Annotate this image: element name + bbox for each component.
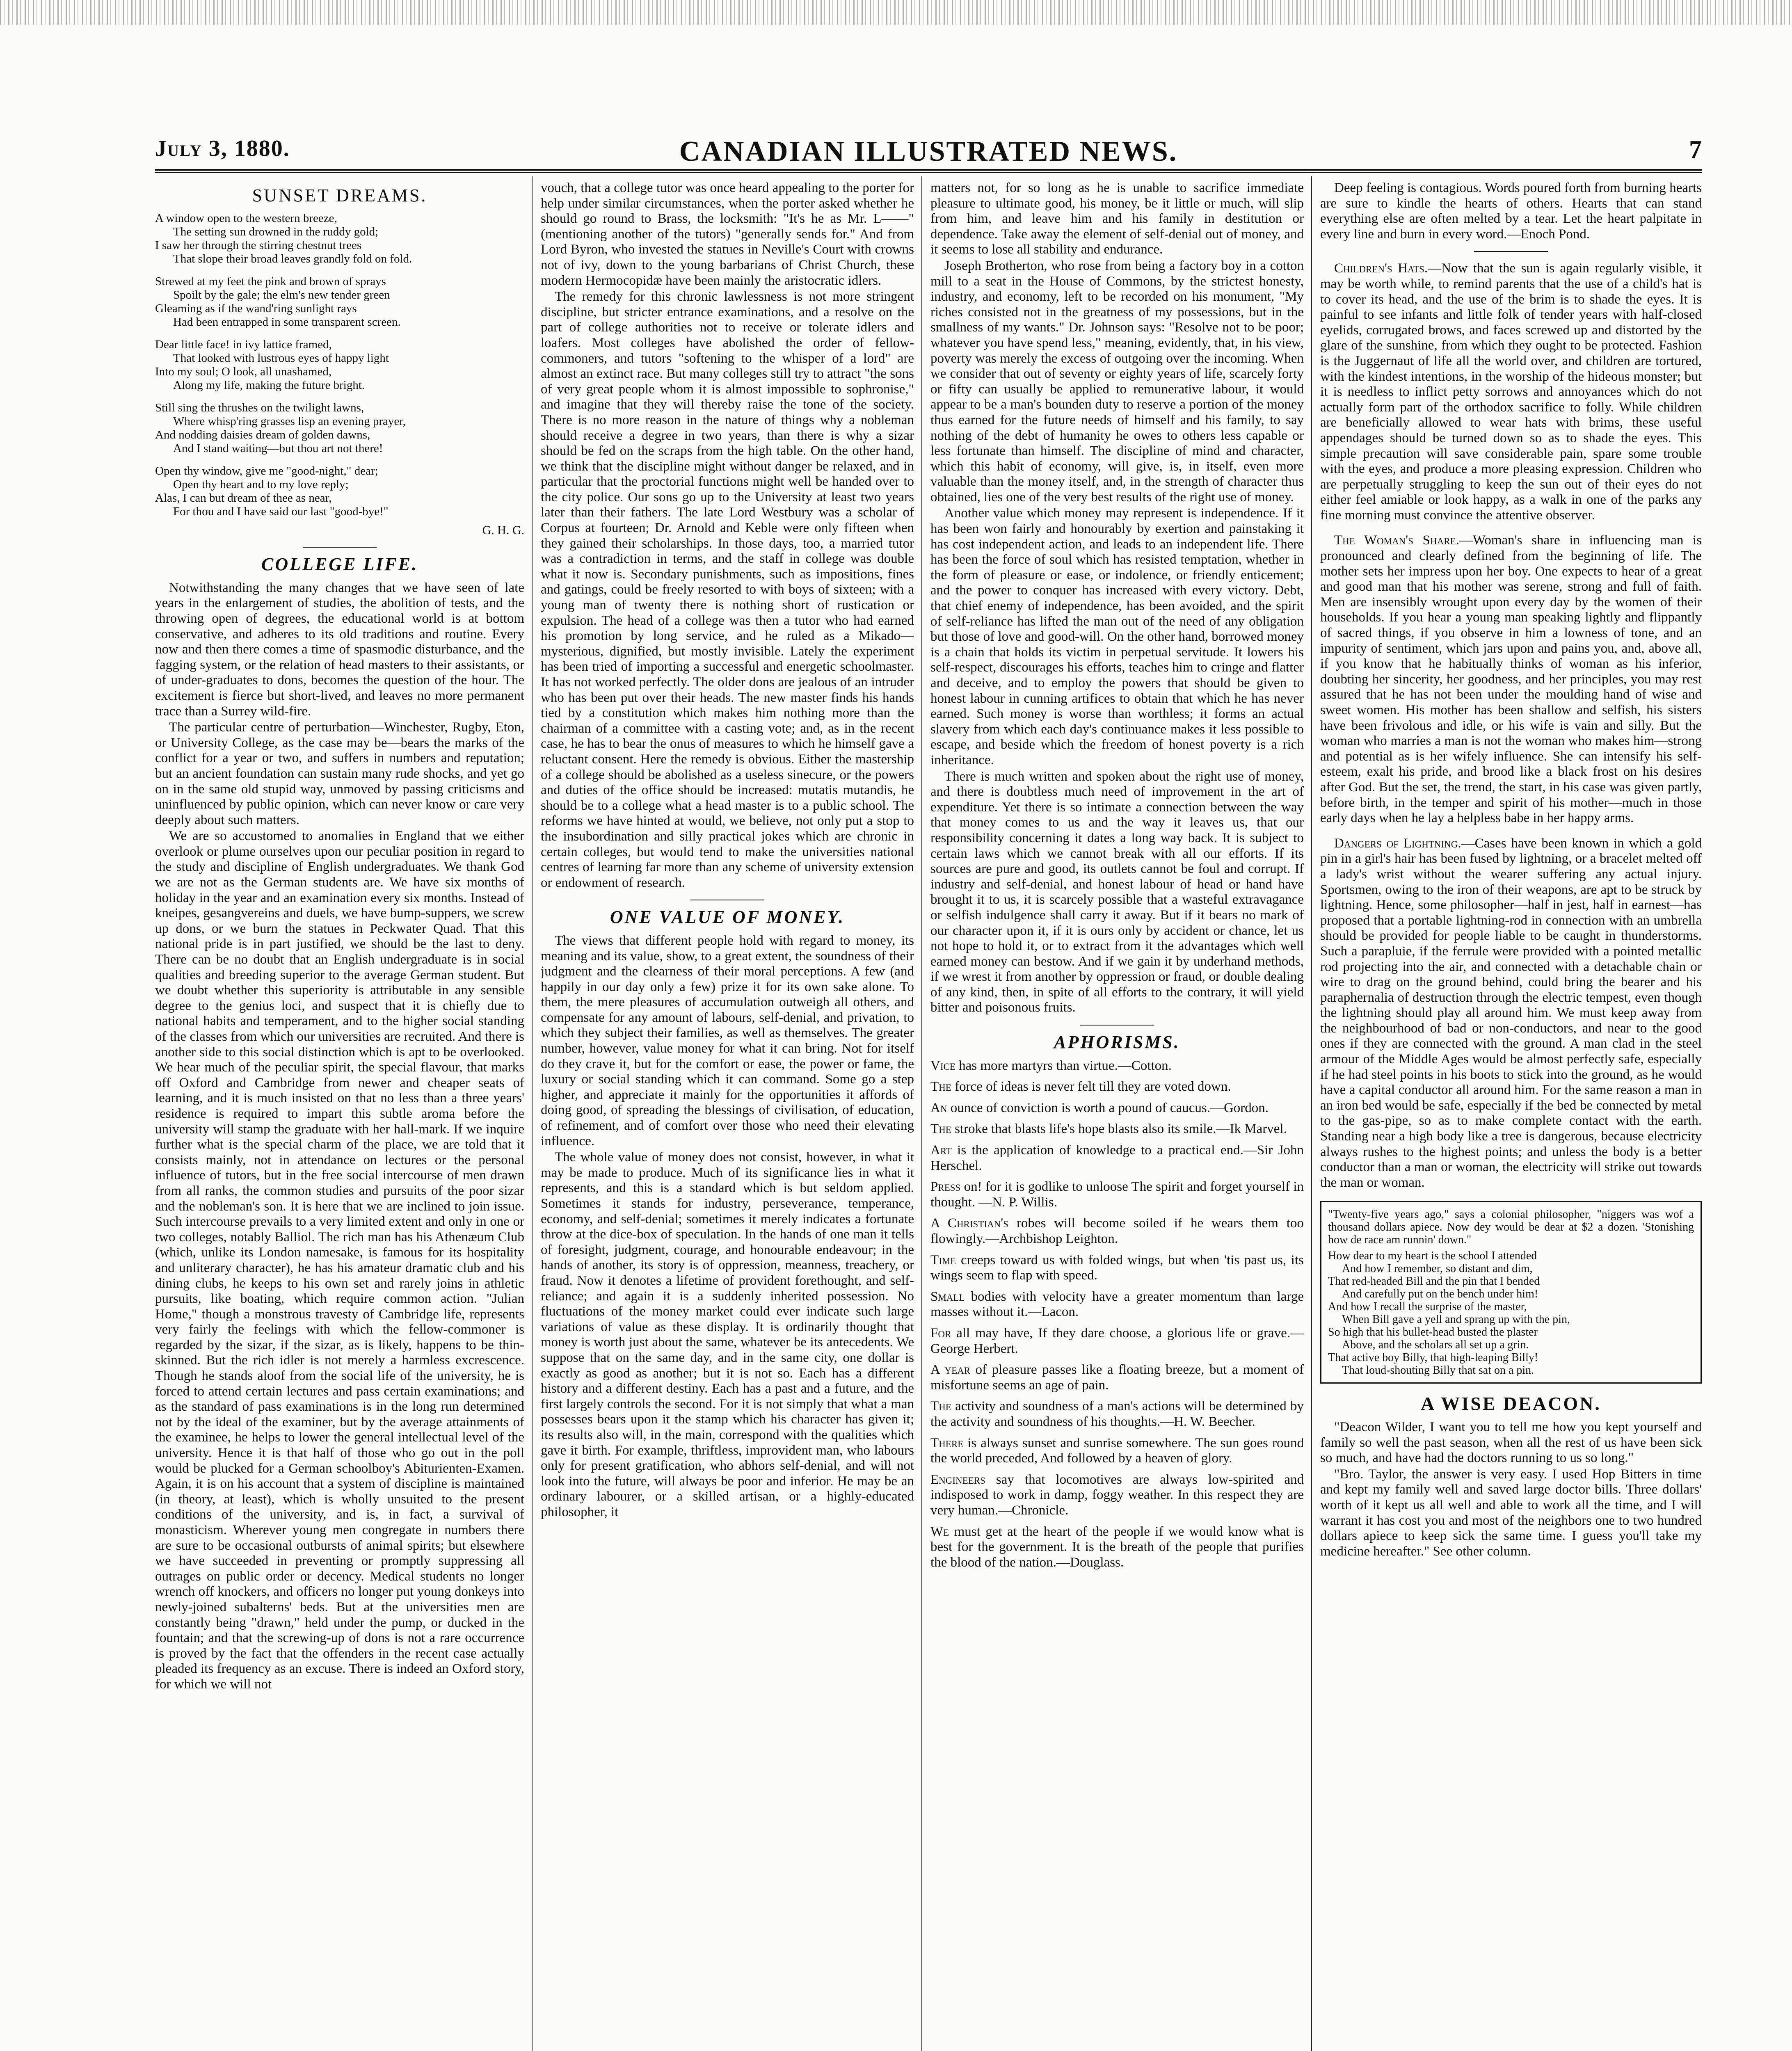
aphorism xyxy=(930,1524,1304,1571)
column-divider xyxy=(532,176,533,2051)
section-rule xyxy=(303,547,377,548)
article-paragraph xyxy=(1320,261,1702,523)
article-paragraph: Another value which money may represent is independence. If it has been won fairly and honourably by exertion and painstaking it has cost independent action, and leads to an independent life. There has been the force of soul which has resisted temptation, whether in the form of pleasure or ease, or indolence, or friendly enticement; and the power to conquer has increased with every victory. Debt, that chief enemy of independence, has been avoided, and the spirit of self-reliance has lifted the man out of the need of any obligation but those of love and good-will. On the other hand, borrowed money is a chain that holds its victim in perpetual servitude. It lowers his self-respect, discourages his efforts, teaches him to cringe and flatter and deceive, and to employ the powers that should be given to honest labour in cunning artifices to obtain that which he has never earned. Such money is worse than worthless; it forms an actual slavery from which each day's continuance makes it less possible to escape, and beside which the freedom of honest poverty is a rich inheritance. xyxy=(930,506,1304,767)
aphorism-text: ounce of conviction is worth a pound of caucus.—Gordon. xyxy=(947,1100,1269,1115)
paragraph-body: —Now that the sun is again regularly visible, it may be worth while, to remind parents that the use of a child's hat is to cover its head, and the use of the brim is to shade the eyes. It is painful to see infants and little folk of tender years with half-closed eyelids, corrugated brows, and faces screwed up and distorted by the glare of the sunshine, from which they ought to be protected. Fashion is the Juggernaut of life all the world over, and children are tortured, with the kindest intentions, in the worship of the hideous monster; but it is needless to inflict petty sorrows and annoyances which do not actually form part of the orthodox sacrifice to folly. While children are beneficially allowed to wear hats with brims, these useful appendages should be turned down so as to shade the eyes. This simple precaution will save considerable pain, spare some trouble with the eyes, and produce a more pleasing expression. Children who are perpetually struggling to keep the sun out of their eyes do not either feel amiable or look happy, as a walk in one of the parks any fine morning must convince the attentive observer. xyxy=(1320,261,1702,523)
aphorism-lead: Time xyxy=(930,1252,956,1268)
poem-signature: G. H. G. xyxy=(482,523,524,537)
paragraph-body: —Cases have been known in which a gold pin in a girl's hair has been fused by lightning, or a bracelet melted off a lady's wrist without the wearer suffering any actual injury. Sportsmen, owing to the iron of their weapons, are apt to be struck by lightning. Hence, some philosopher—half in jest, half in earnest—has proposed that a portable lightning-rod in connection with an umbrella should be provided for people liable to be caught in thunderstorms. Such a parapluie, if the ferrule were provided with a pointed metallic rod projecting into the air, and connected with a detachable chain or wire to drag on the ground behind, could bring the bearer and his paraphernalia of destruction through the electric tempest, even though the lightning should play all around him. We must keep away from the neighbourhood of bad or non-conductors, and near to the good ones if they are connected with the ground. A man clad in the steel armour of the Middle Ages would be almost perfectly safe, especially if he had steel points in his boots to stick into the ground, as he would have a capital conductor all around him. For the same reason a man in an iron bed would be safe, especially if the bed be connected by metal to the gas-pipe, so as to make complete contact with the earth. Standing near a high body like a tree is dangerous, because electricity always rushes to the highest points; and unless the body is a better conductor than a man or woman, the electricity will strike out towards the man or woman. xyxy=(1320,836,1702,1190)
aphorism-lead: We xyxy=(930,1524,949,1539)
page-header xyxy=(155,135,1702,168)
poem-line: Had been entrapped in some transparent screen. xyxy=(173,315,401,329)
aphorism xyxy=(930,1399,1304,1430)
aphorism-lead: An xyxy=(930,1100,947,1115)
poem-stanza xyxy=(155,338,524,392)
poem-stanza xyxy=(155,212,524,266)
verse-line: That loud-shouting Billy that sat on a pin. xyxy=(1342,1364,1534,1377)
article-paragraph: There is much written and spoken about the right use of money, and there is doubtless much need of improvement in the art of expenditure. Yet there is so intimate a connection between the way that money comes to us and the way it leaves us, that our responsibility concerning it dates a long way back. It is subject to certain laws which we cannot break with all our efforts. If its sources are pure and good, its outlets cannot be foul and corrupt. If industry and self-denial, and honest labour of head or hand have brought it to us, it is scarcely possible that a wasteful extravagance or selfish indulgence shall carry it away. But if it bears no mark of our character upon it, if it is ours only by accident or chance, let us not hope to hold it, or to extract from it the advantages which well earned money can bestow. And if we gain it by underhand methods, if we wrest it from another by oppression or fraud, or double dealing of any kind, then, in spite of all efforts to the contrary, it will yield bitter and poisonous fruits. xyxy=(930,769,1304,1015)
aphorism-text: activity and soundness of a man's actions will be determined by the activity and soundness of his thoughts.—H. W. Beecher. xyxy=(930,1399,1304,1429)
aphorism xyxy=(930,1216,1304,1247)
paragraph-lead: Dangers of Lightning. xyxy=(1334,836,1461,851)
aphorism xyxy=(930,1289,1304,1320)
aphorism-text: bodies with velocity have a greater momentum than large masses without it.—Lacon. xyxy=(930,1289,1304,1320)
poem-line: Still sing the thrushes on the twilight lawns, xyxy=(155,401,364,414)
poem-line: For thou and I have said our last "good-bye!" xyxy=(173,505,389,518)
aphorism-lead: A Christian's xyxy=(930,1216,1009,1231)
aphorism-text: force of ideas is never felt till they are voted down. xyxy=(951,1079,1231,1094)
paragraph-lead: Children's Hats. xyxy=(1334,261,1428,276)
aphorism-lead: Art xyxy=(930,1143,952,1158)
verse-line: So high that his bullet-head busted the plaster xyxy=(1328,1326,1538,1339)
aphorism xyxy=(930,1362,1304,1393)
header-rule-thin xyxy=(155,172,1702,173)
aphorism-text: creeps toward us with folded wings, but when 'tis past us, its wings seem to flap with speed. xyxy=(930,1252,1304,1283)
poem-line: Dear little face! in ivy lattice framed, xyxy=(155,338,332,351)
poem-line: Alas, I can but dream of thee as near, xyxy=(155,491,332,505)
column-divider xyxy=(921,176,922,2051)
column-2 xyxy=(541,180,914,2051)
poem-title: SUNSET DREAMS. xyxy=(252,185,427,206)
article-paragraph xyxy=(1320,836,1702,1191)
aphorism xyxy=(930,1326,1304,1357)
aphorism-text: say that locomotives are always low-spirited and indisposed to work in damp, foggy weather. In this respect they are very human.—Chronicle. xyxy=(930,1472,1304,1518)
verse-line: Above, and the scholars all set up a grin. xyxy=(1342,1338,1529,1352)
poem xyxy=(155,212,524,518)
poem-stanza xyxy=(155,401,524,455)
article-paragraph: vouch, that a college tutor was once heard appealing to the porter for help under similar circumstances, when the porter asked whether he should go round to Brass, the locksmith: "It's he as Mr. L——" (mentioning another of the tutors) "generally sends for." And from Lord Byron, who invested the statues in Neville's Court with crowns not of ivy, down to the young barbarians of Christ Church, these modern Hermocopidæ have been mainly the aristocratic idlers. xyxy=(541,180,914,288)
masthead-title: CANADIAN ILLUSTRATED NEWS. xyxy=(679,136,1178,167)
poem-line: And nodding daisies dream of golden dawns, xyxy=(155,428,370,441)
aphorism-lead: A year xyxy=(930,1362,971,1377)
verse-line: And how I remember, so distant and dim, xyxy=(1342,1262,1533,1275)
verse-line: How dear to my heart is the school I attended xyxy=(1328,1249,1537,1263)
aphorisms-list xyxy=(930,1058,1304,1571)
verse-line: And how I recall the surprise of the master, xyxy=(1328,1300,1527,1313)
article-title: APHORISMS. xyxy=(1054,1032,1180,1053)
poem-line: Open thy heart and to my love reply; xyxy=(173,477,349,491)
article-paragraph: Notwithstanding the many changes that we have seen of late years in the enlargement of studies, the abolition of tests, and the throwing open of degrees, the educational world is at bottom conservative, and adheres to its old traditions and routine. Every now and then there comes a time of spasmodic disturbance, and the fagging system, or the relation of head masters to their assistants, or of under-graduates to dons, becomes the question of the hour. The excitement is fierce but short-lived, and leaves no more permanent trace than a Surrey wild-fire. xyxy=(155,580,524,719)
article-title: ONE VALUE OF MONEY. xyxy=(610,907,845,927)
poem-line: Into my soul; O look, all unashamed, xyxy=(155,365,332,378)
poem-line: Where whisp'ring grasses lisp an evening prayer, xyxy=(173,414,406,428)
column-4 xyxy=(1320,180,1702,2051)
article-title: COLLEGE LIFE. xyxy=(261,554,418,575)
poem-line: The setting sun drowned in the ruddy gold; xyxy=(173,225,379,238)
aphorism-text: all may have, If they dare choose, a glorious life or grave.—George Herbert. xyxy=(930,1325,1304,1356)
aphorism-text: has more martyrs than virtue.—Cotton. xyxy=(955,1058,1172,1073)
verse-line: That red-headed Bill and the pin that I bended xyxy=(1328,1275,1540,1288)
aphorism-lead: The xyxy=(930,1079,951,1094)
verse-line: That active boy Billy, that high-leaping Billy! xyxy=(1328,1351,1538,1364)
aphorism xyxy=(930,1472,1304,1519)
article-paragraph: Deep feeling is contagious. Words poured forth from burning hearts are sure to kindle the hearts of others. Hearts that can stand everything else are often melted by a tear. Let the heart palpitate in every line and burn in every word.—Enoch Pond. xyxy=(1320,180,1702,242)
aphorism-lead: Press xyxy=(930,1179,961,1195)
article-paragraph: The particular centre of perturbation—Winchester, Rugby, Eton, or University College, as the case may be—bears the marks of the conflict for a year or two, and suffers in numbers and reputation; but an ancient foundation can sustain many rude shocks, and yet go on in the same old stupid way, unmoved by passing criticisms and uninfluenced by public opinion, which can never know or care very deeply about such matters. xyxy=(155,720,524,827)
article-title: A WISE DEACON. xyxy=(1421,1393,1601,1414)
poem-line: Gleaming as if the wand'ring sunlight rays xyxy=(155,301,357,315)
poem-stanza xyxy=(155,275,524,329)
page-number: 7 xyxy=(1689,136,1702,164)
article-paragraph: We are so accustomed to anomalies in England that we either overlook or plume ourselves upon our peculiar position in regard to the study and discipline of English undergraduates. We thank God we are not as the German students are. We have six months of holiday in the year and an examination every six months. Instead of kneipes, gesangvereins and duels, we have bump-suppers, we screw up dons, or we burn the statues in Peckwater Quad. That this national pride is in part justified, we should be the last to deny. There can be no doubt that an English undergraduate is in social qualities and breeding superior to the average German student. But we doubt whether this superiority is attributable in any sensible degree to the genius loci, and suspect that it is chiefly due to national habits and temperament, and to the higher social standing of the classes from which our universities are recruited. And there is another side to this social distinction which is apt to be overlooked. We hear much of the peculiar spirit, the special flavour, that marks off Oxford and Cambridge from newer and cheaper seats of learning, and it is much insisted on that no less than a three years' residence is required to impart this subtle aroma before the university will stamp the graduate with her hall-mark. If we inquire further what is the special charm of the place, we are told that it consists mainly, not in attendance on lectures or the personal influence of tutors, but in the free social intercourse of men drawn from all ranks, the common studies and pursuits of the poor sizar and the nobleman's son. It is here that we are inclined to join issue. Such intercourse prevails to a very limited extent and only in one or two colleges, notably Balliol. The rich man has his Athenæum Club (which, unlike its London namesake, is famous for its hospitality and unliterary character), he has his amateur dramatic club and his dining clubs, he keeps to his own set and rarely joins in athletic pursuits, like boating, which require common action. "Julian Home," though a monstrous travesty of Cambridge life, represents very fairly the feelings with which the fellow-commoner is regarded by the sizar, if the sizar, as is likely, happens to be thin-skinned. But the rich idler is not merely a harmless excrescence. Though he stands aloof from the social life of the university, he is forced to attend certain lectures and pass certain examinations; and as the standard of pass examinations is in the long run determined not by the ideal of the examiner, but by the average attainments of the examinee, he helps to lower the general intellectual level of the university. Hence it is that half of those who go out in the poll would be plucked for a German schoolboy's Abiturienten-Examen. Again, it is on his account that a system of discipline is maintained (in theory, at least), which is wholly unsuited to the present conditions of the university, and is, in fact, a survival of monasticism. Wherever young men congregate in numbers there are sure to be occasional outbursts of animal spirits; but elsewhere we have succeeded in preventing or promptly suppressing all outrages on public order or decency. Medical students no longer wrench off knockers, and officers no longer put young donkeys into newly-joined subalterns' beds. But at the universities men are constantly being "drawn," held under the pump, or ducked in the fountain; and that the screwing-up of dons is not a rare occurrence is proved by the fact that the offenders in the recent case actually pleaded its frequency as an excuse. There is indeed an Oxford story, for which we will not xyxy=(155,829,524,1692)
aphorism-text: is always sunset and sunrise somewhere. The sun goes round the world preceded, And followed by a heaven of glory. xyxy=(930,1435,1304,1466)
aphorism-text: on! for it is godlike to unloose The spirit and forget yourself in thought. —N. P. Willis. xyxy=(930,1179,1304,1210)
aphorism-text: is the application of knowledge to a practical end.—Sir John Herschel. xyxy=(930,1143,1304,1173)
issue-date: July 3, 1880. xyxy=(155,136,290,161)
paragraph-lead: The Woman's Share. xyxy=(1334,533,1459,548)
column-1 xyxy=(155,180,524,2051)
poem-line: And I stand waiting—but thou art not there! xyxy=(173,441,383,455)
article-paragraph xyxy=(1320,533,1702,826)
verse-line: When Bill gave a yell and sprang up with the pin, xyxy=(1342,1313,1570,1326)
poem-line: A window open to the western breeze, xyxy=(155,211,337,225)
aphorism xyxy=(930,1058,1304,1074)
header-rule xyxy=(155,169,1702,171)
article-paragraph: The whole value of money does not consist, however, in what it may be made to produce. Much of its significance lies in what it represents, and this is a standard which is but seldom applied. Sometimes it stands for industry, perseverance, temperance, economy, and self-denial; sometimes it merely indicates a fortunate throw at the dice-box of speculation. In the hands of one man it tells of foresight, judgment, courage, and honourable endeavour; in the hands of another, its story is of oppression, meanness, treachery, or fraud. Now it denotes a lifetime of provident forethought, and self-reliance; and again it is a suddenly inherited possession. No fluctuations of the money market could ever indicate such large variations of value as these display. It is ordinarily thought that money is worth just about the same, whatever be its antecedents. We suppose that on the same day, and in the same city, one dollar is exactly as good as another; but it is not so. Each has a different history and a different destiny. Each has a past and a future, and the first largely controls the second. For it is not simply that what a man possesses bears upon it the stamp which his character has given it; its results also will, in the main, correspond with the qualities which gave it birth. For example, thriftless, improvident man, who labours only for present gratification, who abhors self-denial, and will not look into the future, will always be poor and inferior. He may be an ordinary labourer, or a skilled artisan, or a highly-educated philosopher, it xyxy=(541,1150,914,1519)
aphorism xyxy=(930,1253,1304,1284)
aphorism-lead: Engineers xyxy=(930,1472,985,1487)
aphorism-lead: The xyxy=(930,1399,951,1414)
article-paragraph: Joseph Brotherton, who rose from being a factory boy in a cotton mill to a seat in the House of Commons, by the strictest honesty, industry, and economy, left to be recorded on his monument, "My riches consisted not in the greatness of my possessions, but in the smallness of my wants." Dr. Johnson says: "Resolve not to be poor; whatever you have spend less," meaning, evidently, that, in his view, poverty was merely the excess of outgoing over the incoming. When we consider that out of seventy or eighty years of life, scarcely forty or fifty can usually be applied to remunerative labour, it would appear to be a man's bounden duty to reserve a portion of the money thus earned for the future needs of himself and his family, to say nothing of the debt of humanity he owes to others less capable or less fortunate than himself. The discipline of mind and character, which this habit of economy, will give, is, in itself, even more valuable than the money itself, and, in the strength of character thus obtained, lies one of the very best results of the right use of money. xyxy=(930,258,1304,505)
article-paragraph: "Deacon Wilder, I want you to tell me how you kept yourself and family so well the past season, when all the rest of us have been sick so much, and have had the doctors running to us so long." xyxy=(1320,1420,1702,1466)
box-intro: "Twenty-five years ago," says a colonial philosopher, "niggers was wof a thousand dollars apiece. Now dey would be dear at $2 a dozen. 'Stonishing how de race am runnin' down." xyxy=(1328,1208,1694,1247)
aphorism-text: of pleasure passes like a floating breeze, but a moment of misfortune seems an age of pain. xyxy=(930,1362,1304,1393)
column-3 xyxy=(930,180,1304,2051)
aphorism xyxy=(930,1179,1304,1210)
poem-line: That slope their broad leaves grandly fold on fold. xyxy=(173,252,412,265)
article-paragraph: "Bro. Taylor, the answer is very easy. I used Hop Bitters in time and kept my family well and saved large doctor bills. Three dollars' worth of it kept us all well and able to work all the time, and I will warrant it has cost you and most of the neighbors one to two hundred dollars apiece to keep sick the same time. I guess you'll take my medicine hereafter." See other column. xyxy=(1320,1466,1702,1559)
article-paragraph: The remedy for this chronic lawlessness is not more stringent discipline, but stricter entrance examinations, and a resolve on the part of college authorities not to receive or tolerate idlers and loafers. Most colleges have abolished the order of fellow-commoners, and tutors "softening to the whisper of a lord" are almost an extinct race. But many colleges still try to attract "the sons of very great people whom it is almost impossible to sophronise," and imagine that they will thereby raise the tone of the society. There is no more reason in the nature of things why a nobleman should receive a degree in two years, than there is why a sizar should be fed on the scraps from the high table. On the other hand, we think that the discipline might without danger be relaxed, and in particular that the proctorial functions might well be handed over to the city police. Our sons go up to the University at least two years later than their fathers. The late Lord Westbury was a scholar of Corpus at fourteen; Dr. Arnold and Keble were only fifteen when they gained their scholarships. In those days, too, a married tutor was a contradiction in terms, and the staff in college was double what it now is. Secondary punishments, such as impositions, fines and gatings, could be freely resorted to with boys of sixteen; with a young man of twenty there is nothing short of rustication or expulsion. The head of a college was then a tutor who had earned his promotion by long service, and he ruled as a Mikado—mysterious, dignified, but mostly invisible. Lately the experiment has been tried of importing a successful and energetic schoolmaster. It has not worked perfectly. The older dons are jealous of an intruder who has been put over their heads. The new master finds his hands tied by a constitution which makes him nothing more than the chairman of a committee with a casting vote; and, as in the recent case, he has to bear the onus of measures to which he himself gave a reluctant consent. Here the remedy is obvious. Either the mastership of a college should be abolished as a useless sinecure, or the powers and duties of the office should be increased: mutatis mutandis, he should be to a college what a head master is to a public school. The reforms we have hinted at would, we believe, not only put a stop to the insubordination and silly practical jokes which are chronic in certain colleges, but would tend to make the universities national centres of learning far more than any scheme of university extension or endowment of research. xyxy=(541,289,914,890)
aphorism-text: stroke that blasts life's hope blasts also its smile.—Ik Marvel. xyxy=(951,1121,1287,1137)
boxed-item xyxy=(1320,1201,1702,1384)
aphorism xyxy=(930,1121,1304,1137)
column-divider xyxy=(1311,176,1312,2051)
aphorism-lead: Small xyxy=(930,1289,965,1304)
article-paragraph: The views that different people hold with regard to money, its meaning and its value, show, to a great extent, the soundness of their judgment and the clearness of their moral perceptions. A few (and happily in our day only a few) prize it for its own sake alone. To them, the mere pleasures of accumulation outweigh all others, and compensate for any amount of labours, self-denial, and privation, to which they subject their families, as well as themselves. The greater number, however, value money for what it can bring. Not for itself do they crave it, but for the comfort or ease, the power or fame, the luxury or social standing which it can command. Some go a step higher, and appreciate it mainly for the opportunities it affords of doing good, of spreading the blessings of civilisation, of education, of refinement, and of comfort over those who need their elevating influence. xyxy=(541,933,914,1149)
poem-line: Along my life, making the future bright. xyxy=(173,378,365,392)
poem-line: Open thy window, give me "good-night," dear; xyxy=(155,464,378,477)
aphorism xyxy=(930,1143,1304,1174)
poem-line: I saw her through the stirring chestnut trees xyxy=(155,238,362,252)
poem-line: Strewed at my feet the pink and brown of sprays xyxy=(155,274,386,288)
aphorism-lead: Vice xyxy=(930,1058,955,1073)
scan-edge xyxy=(0,0,1792,25)
paragraph-body: —Woman's share in influencing man is pronounced and clearly defined from the beginning of life. The mother sets her impress upon her boy. One expects to hear of a great and good man that his mother was serene, strong and full of faith. Men are insensibly wrought upon every day by the women of their households. If you hear a young man speaking lightly and flippantly of sacred things, if you observe in him a lowness of tone, and an impurity of sentiment, which jars upon and pains you, and, above all, if you know that he habitually thinks of woman as his inferior, doubting her sincerity, her goodness, and her principles, you may rest assured that he has not been under the moulding hand of wise and sweet women. His mother has been shallow and selfish, his sisters have been frivolous and idle, or his wife is vain and silly. But the woman who marries a man is not the woman who makes him—strong and potential as is her wifely influence. She can intensify his self-esteem, exalt his pride, and brood like a black frost on his desires after God. But the set, the trend, the start, in his case was given partly, before birth, in the temper and spirit of his mother—much in those early days when he lay a helpless babe in her happy arms. xyxy=(1320,533,1702,826)
verse-line: And carefully put on the bench under him! xyxy=(1342,1288,1538,1301)
section-rule xyxy=(1080,1025,1154,1026)
aphorism-text: must get at the heart of the people if we would know what is best for the government. It is the breath of the people that purifies the blood of the nation.—Douglass. xyxy=(930,1524,1304,1570)
aphorism xyxy=(930,1101,1304,1116)
aphorism-lead: For xyxy=(930,1325,951,1341)
aphorism-lead: There xyxy=(930,1435,964,1450)
aphorism xyxy=(930,1079,1304,1095)
aphorism-text: robes will become soiled if he wears them too flowingly.—Archbishop Leighton. xyxy=(930,1216,1304,1246)
poem-line: Spoilt by the gale; the elm's new tender green xyxy=(173,288,390,301)
aphorism-lead: The xyxy=(930,1121,951,1137)
aphorism xyxy=(930,1436,1304,1466)
poem-stanza xyxy=(155,464,524,518)
poem-line: That looked with lustrous eyes of happy light xyxy=(173,351,389,365)
section-rule xyxy=(1474,251,1548,252)
article-paragraph: matters not, for so long as he is unable to sacrifice immediate pleasure to ultimate good, his money, be it little or much, will slip from him, and leave him and his family in destitution or dependence. Take away the element of self-denial out of money, and it seems to lose all stability and endurance. xyxy=(930,180,1304,257)
